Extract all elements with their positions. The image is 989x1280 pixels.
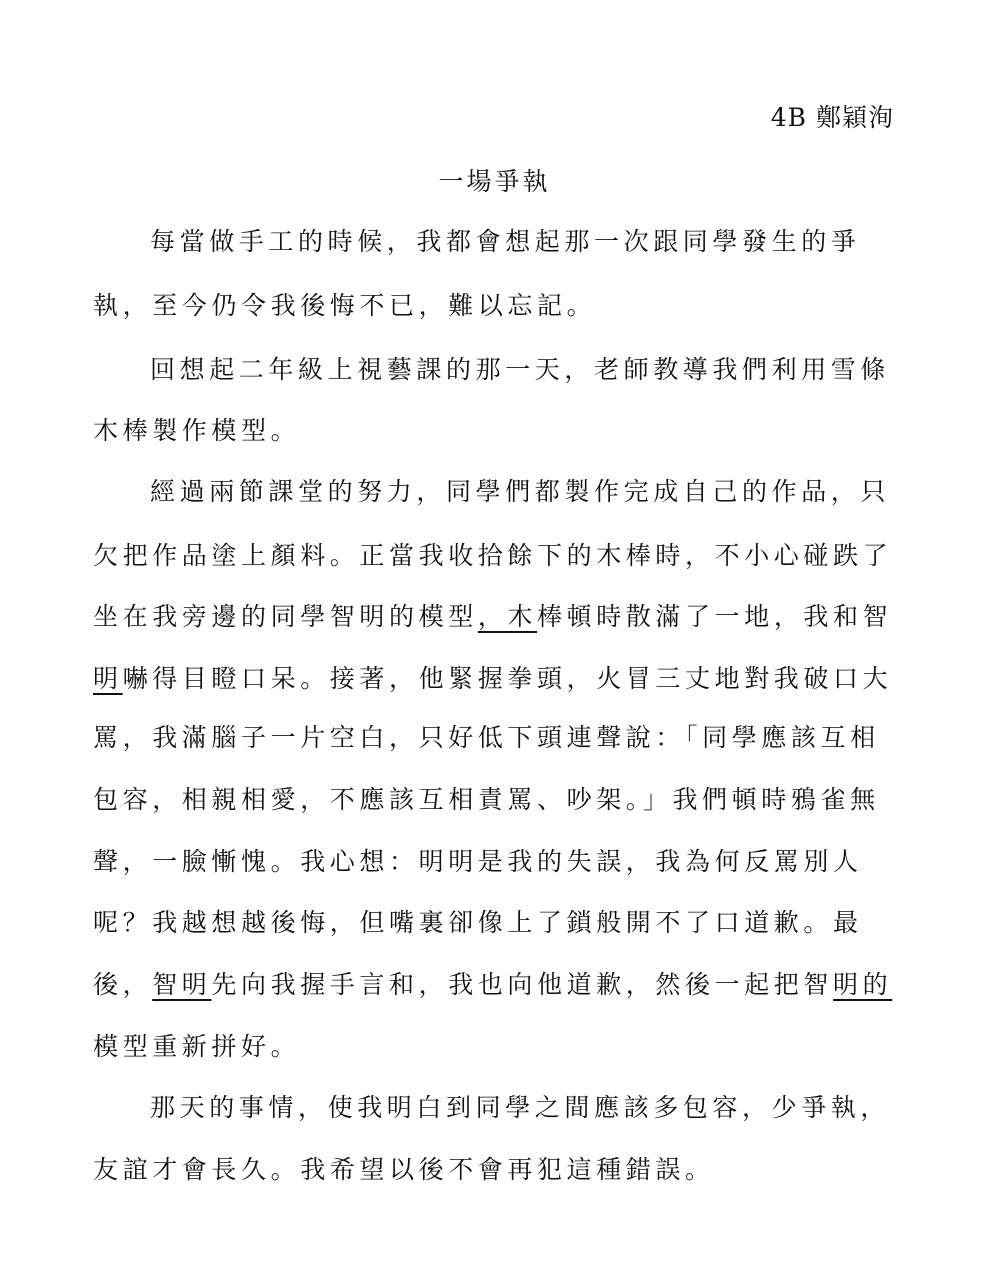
underlined-name: 智明 (152, 970, 212, 999)
essay-line: 每當做手工的時候，我都會想起那一次跟同學發生的爭 (150, 227, 861, 256)
essay-line: 經過兩節課堂的努力，同學們都製作完成自己的作品，只 (150, 477, 891, 506)
essay-line: 包容，相親相愛，不應該互相責罵、吵架。」我們頓時鴉雀無 (93, 785, 880, 814)
essay-line: 那天的事情，使我明白到同學之間應該多包容，少爭執， (150, 1093, 891, 1122)
essay-line: 明嚇得目瞪口呆。接著，他緊握拳頭，火冒三丈地對我破口大 (93, 664, 893, 693)
essay-line: 執，至今仍令我後悔不已，難以忘記。 (93, 291, 597, 320)
underlined-name: ，木 (477, 602, 538, 631)
essay-line: 回想起二年級上視藝課的那一天，老師教導我們利用雪條 (150, 355, 891, 384)
essay-line: 後，智明先向我握手言和，我也向他道歉，然後一起把智明的 (93, 970, 893, 999)
underlined-name: 明的 (833, 970, 893, 999)
essay-line: 呢？我越想越後悔，但嘴裏卻像上了鎖般開不了口道歉。最 (93, 908, 863, 937)
essay-line: 欠把作品塗上顏料。正當我收拾餘下的木棒時，不小心碰跌了 (93, 541, 893, 570)
essay-line: 友誼才會長久。我希望以後不會再犯這種錯誤。 (93, 1155, 715, 1184)
author-line: 4B 鄭穎洵 (770, 103, 894, 132)
essay-line: 木棒製作模型。 (93, 416, 301, 445)
underlined-name: 明 (93, 664, 123, 693)
essay-line: 模型重新拼好。 (93, 1032, 301, 1061)
essay-line: 聲，一臉慚愧。我心想：明明是我的失誤，我為何反罵別人 (93, 847, 863, 876)
essay-line: 罵，我滿腦子一片空白，只好低下頭連聲說：「同學應該互相 (93, 723, 880, 752)
essay-title: 一場爭執 (438, 167, 551, 196)
essay-line: 坐在我旁邊的同學智明的模型，木棒頓時散滿了一地，我和智 (93, 602, 893, 631)
